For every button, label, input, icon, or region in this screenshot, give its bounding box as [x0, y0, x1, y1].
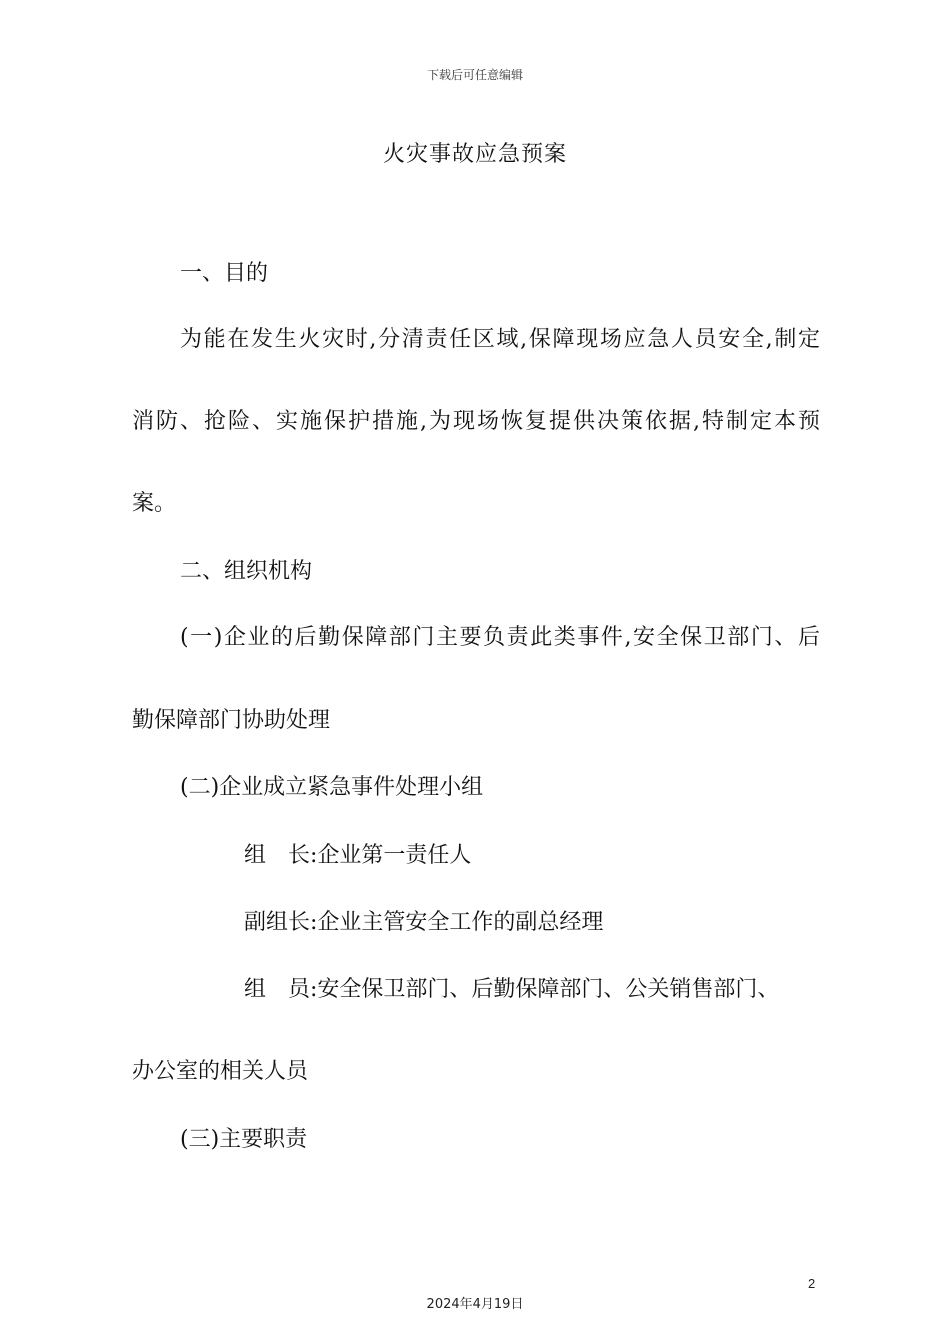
- deputy-leader-line: 副组长:企业主管安全工作的副总经理: [244, 910, 604, 935]
- group-leader-line: 组 长:企业第一责任人: [244, 843, 472, 868]
- section-2-heading: 二、组织机构: [180, 559, 313, 584]
- section-2-item-3: (三)主要职责: [180, 1127, 308, 1152]
- section-1-paragraph-line-2-text: 消防、抢险、实施保护措施,为现场恢复提供决策依据,特制定本预: [132, 409, 820, 434]
- section-1-paragraph-line-3: 案。: [132, 491, 177, 516]
- group-members-line-1: 组 员:安全保卫部门、后勤保障部门、公关销售部门、: [244, 977, 780, 1002]
- page-number: 2: [808, 1276, 816, 1291]
- document-title: 火灾事故应急预案: [382, 142, 567, 167]
- section-2-item-1-line-1-text: (一)企业的后勤保障部门主要负责此类事件,安全保卫部门、后: [180, 625, 820, 650]
- section-1-paragraph-line-1-text: 为能在发生火灾时,分清责任区域,保障现场应急人员安全,制定: [180, 327, 820, 352]
- section-2-item-2: (二)企业成立紧急事件处理小组: [180, 775, 484, 800]
- header-note: 下载后可任意编辑: [426, 68, 523, 82]
- section-2-item-1-line-1: [180, 620, 820, 651]
- section-1-paragraph-line-2: [132, 404, 820, 435]
- section-1-paragraph-line-1: [180, 322, 820, 353]
- section-1-heading: 一、目的: [180, 261, 269, 286]
- footer-date: 2024年4月19日: [426, 1297, 524, 1312]
- section-2-item-1-line-2: 勤保障部门协助处理: [132, 708, 331, 733]
- group-members-line-2: 办公室的相关人员: [132, 1059, 309, 1084]
